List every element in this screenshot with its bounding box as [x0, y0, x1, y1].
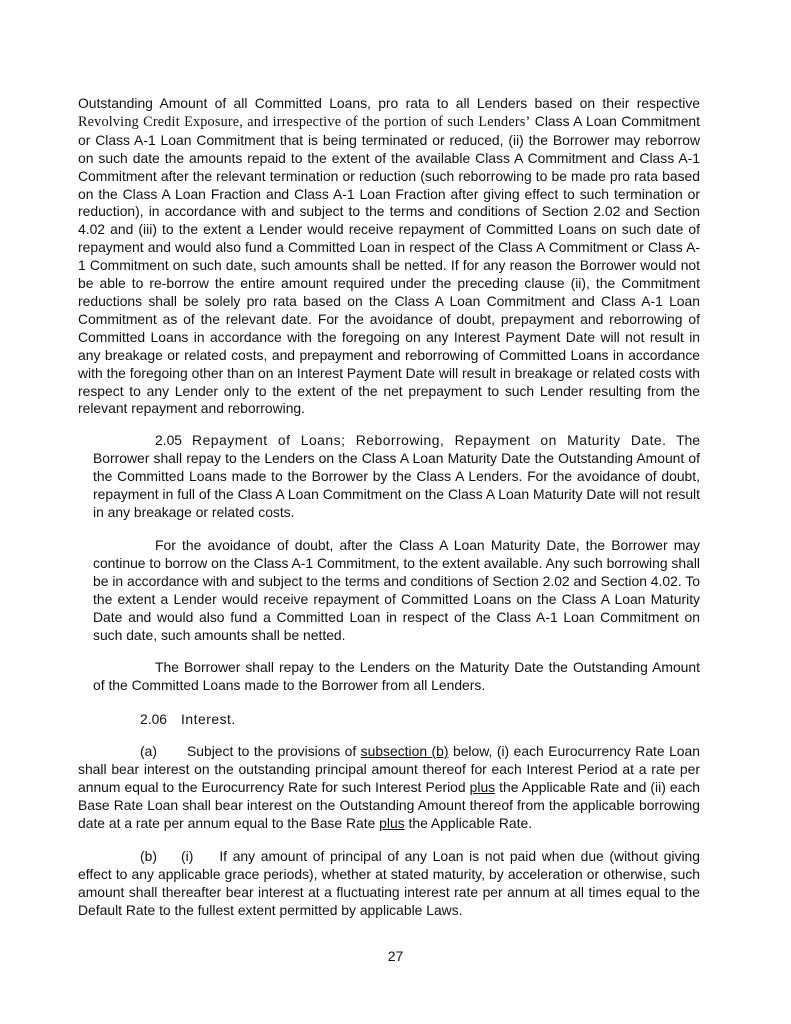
subsection-a-text-3: the Applicable Rate and (ii) each Base Rate Loan shall bear interest on the Outstanding Amount thereof from the applicable borrowing date at a rate per annum equal to the Base Rate: [78, 778, 701, 831]
subsection-b-reference: subsection (b): [360, 743, 449, 759]
subsection-a-text-4: the Applicable Rate.: [404, 814, 533, 831]
subsection-b-paragraph: [78, 848, 700, 920]
maturity-text: The Borrower shall repay to the Lenders on the Maturity Date the Outstanding Amount of the Committed Loans made to the Borrower from all Lenders.: [93, 659, 700, 693]
subsection-a-paragraph: [78, 743, 700, 833]
continuation-paragraph: [78, 95, 700, 418]
plus-term-1: plus: [469, 778, 496, 795]
subsection-a-label: (a): [140, 743, 157, 759]
plus-term-2: plus: [379, 814, 405, 831]
section-2-05-heading: Repayment of Loans; Reborrowing, Repayment on Maturity Date.: [192, 432, 667, 448]
continuation-text-end: Class A Loan Commitment or Class A-1 Loan Commitment that is being terminated or reduced, (ii) the Borrower may reborrow on such date the amounts repaid to the extent of the available Class A Commitment and Class A-1 Commitment after the relevant termination or reduction (such reborrowing to be made pro rata based on the Class A Loan Fraction and Class A-1 Loan Fraction after giving effect to such termination or reduction), in accordance with and subject to the terms and conditions of Section 2.02 and Section 4.02 and (iii) to the extent a Lender would receive repayment of Committed Loans on such date of repayment and would also fund a Committed Loan in respect of the Class A Commitment or Class A-1 Commitment on such date, such amounts shall be netted. If for any reason the Borrower would not be able to re-borrow the entire amount required under the preceding clause (ii), the Commitment reductions shall be solely pro rata based on the Class A Loan Commitment and Class A-1 Loan Commitment as of the relevant date. For the avoidance of doubt, prepayment and reborrowing of Committed Loans in accordance with the foregoing on any Interest Payment Date will not result in any breakage or related costs, and prepayment and reborrowing of Committed Loans in accordance with the foregoing other than on an Interest Payment Date will result in breakage or related costs with respect to any Lender only to the extent of the net prepayment to such Lender resulting from the relevant repayment and reborrowing.: [78, 112, 701, 417]
continuation-text-serif: Revolving Credit Exposure, and irrespective of the portion of such Lenders’: [78, 113, 531, 130]
section-2-06-heading: Interest.: [181, 711, 236, 727]
section-2-05-paragraph: [93, 432, 700, 522]
continuation-text-start: Outstanding Amount of all Committed Loans, pro rata to all Lenders based on their respective: [78, 95, 700, 111]
section-2-06-header: [140, 711, 440, 729]
maturity-paragraph: [93, 659, 700, 695]
avoidance-text: For the avoidance of doubt, after the Class A Loan Maturity Date, the Borrower may continue to borrow on the Class A-1 Commitment, to the extent available. Any such borrowing shall be in accordance with and subject to the terms and conditions of Section 2.02 and Section 4.02. To the extent a Lender would receive repayment of Committed Loans on the Class A Loan Maturity Date and would also fund a Committed Loan in respect of the Class A-1 Loan Commitment on such date, such amounts shall be netted.: [93, 537, 700, 643]
avoidance-paragraph: [93, 537, 700, 644]
subsection-a-text-2: below, (i) each Eurocurrency Rate Loan shall bear interest on the outstanding principal amount thereof for each Interest Period at a rate per annum equal to the Eurocurrency Rate for such Interest Period: [78, 743, 700, 795]
section-2-06-number: 2.06: [140, 711, 168, 727]
page-number: 27: [387, 948, 404, 964]
section-2-05-body: The Borrower shall repay to the Lenders on the Class A Loan Maturity Date the Outstanding Amount of the Committed Loans made to the Borrower by the Class A Lenders. For the avoidance of doubt, repayment in full of the Class A Loan Commitment on the Class A Loan Maturity Date will not result in any breakage or related costs.: [93, 432, 700, 520]
subsection-b-label: (b): [140, 848, 157, 864]
section-2-05-number: 2.05: [155, 432, 183, 448]
subsection-b-text: If any amount of principal of any Loan is not paid when due (without giving effect to any applicable grace periods), whether at stated maturity, by acceleration or otherwise, such amount shall thereafter bear interest at a fluctuating interest rate per annum at all times equal to the Default Rate to the fullest extent permitted by applicable Laws.: [78, 848, 700, 918]
subsection-a-text-1: Subject to the provisions of: [186, 743, 361, 759]
subsection-b-sublabel: (i): [180, 848, 194, 864]
